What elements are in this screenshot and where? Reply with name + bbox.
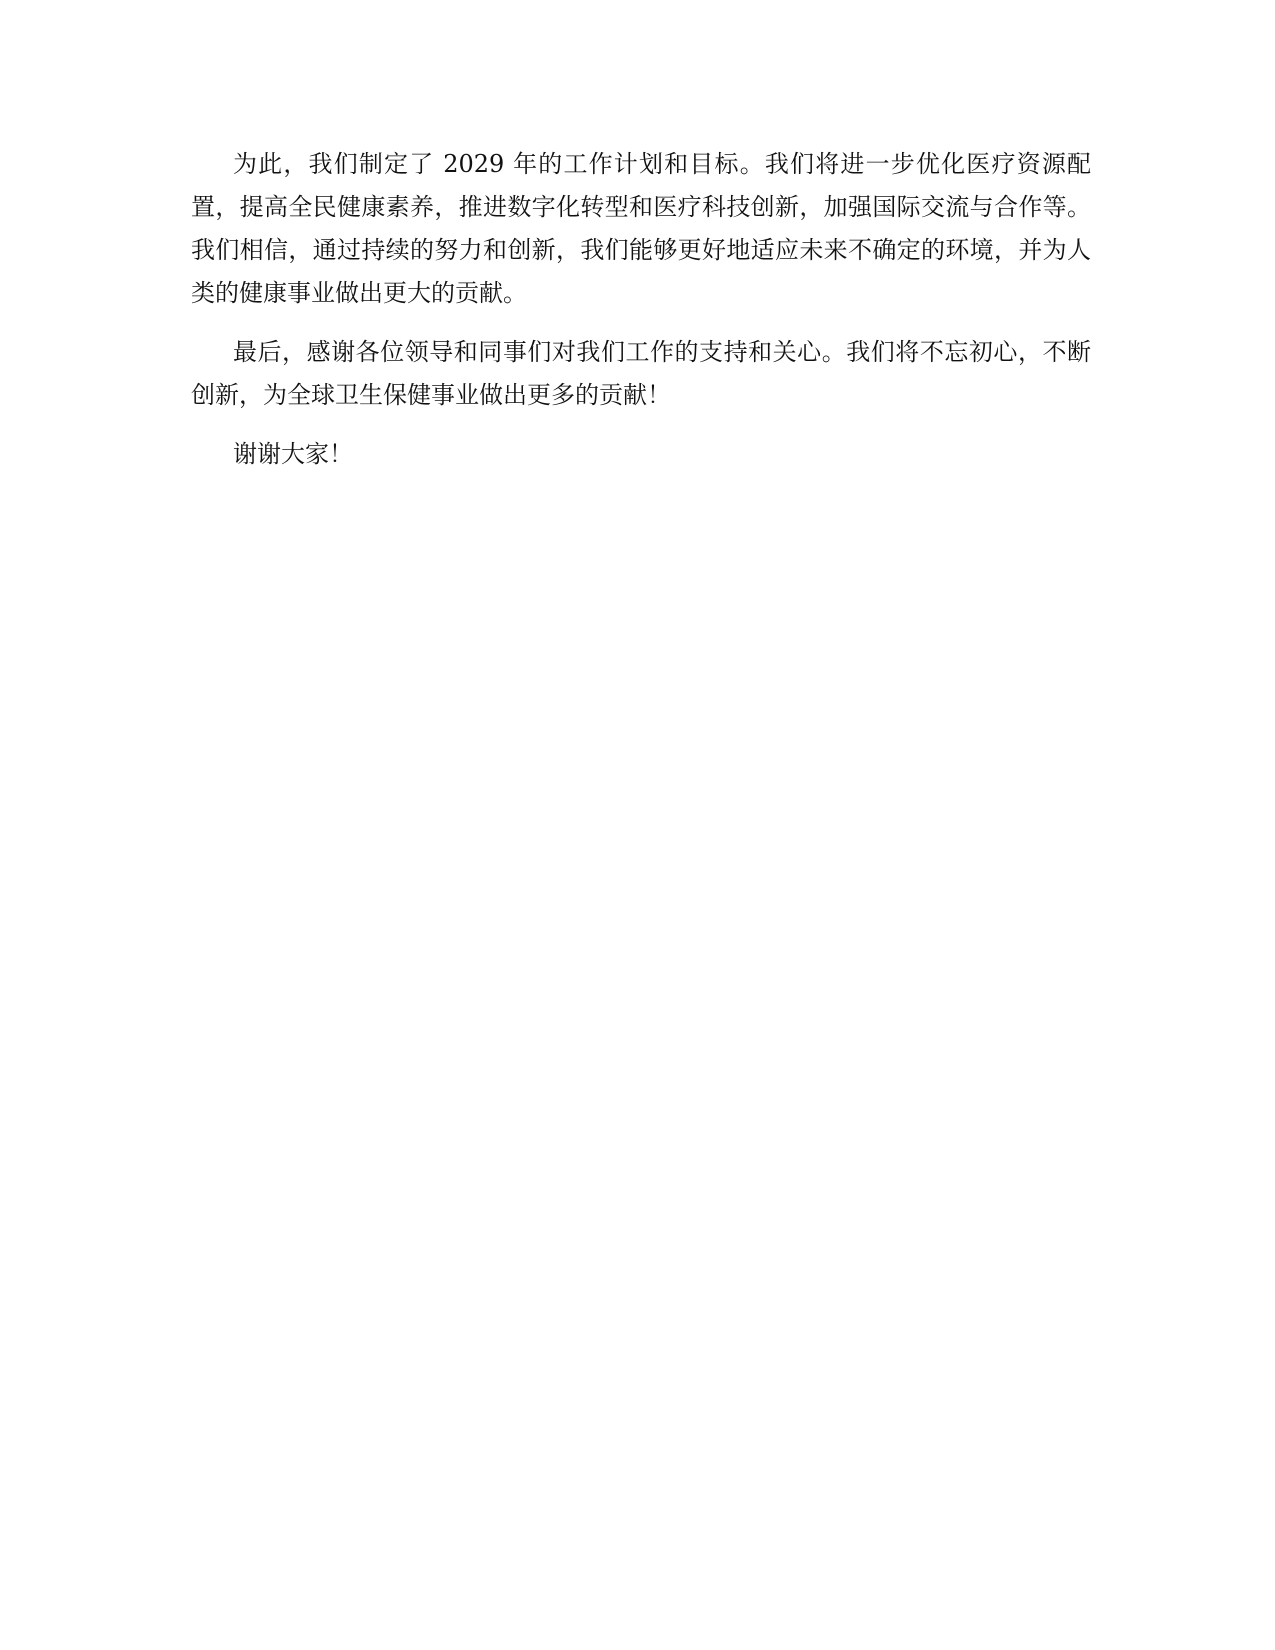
document-body [191,143,1091,492]
paragraph-work-plan: 为此，我们制定了 2029 年的工作计划和目标。我们将进一步优化医疗资源配置，提高全民健康素养，推进数字化转型和医疗科技创新，加强国际交流与合作等。我们相信，通过持续的努力和创新，我们能够更好地适应未来不确定的环境，并为人类的健康事业做出更大的贡献。 [191,150,1091,307]
paragraph-closing: 谢谢大家！ [233,440,353,468]
paragraph-thanks: 最后，感谢各位领导和同事们对我们工作的支持和关心。我们将不忘初心，不断创新，为全球卫生保健事业做出更多的贡献！ [191,338,1091,409]
